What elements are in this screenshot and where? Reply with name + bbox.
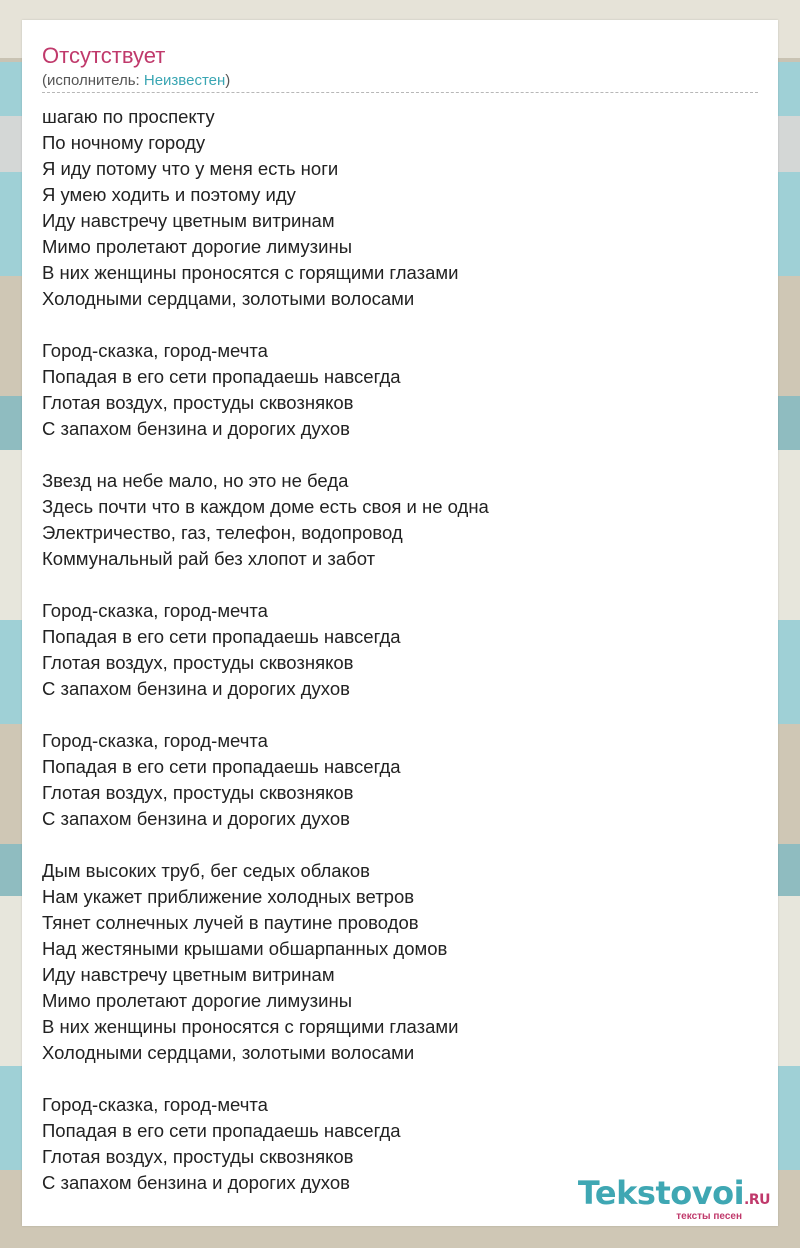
lyric-line: Иду навстречу цветным витринам (42, 964, 335, 985)
logo-name: Tekstovoi (577, 1174, 745, 1212)
stanza (42, 104, 489, 312)
lyric-line: Холодными сердцами, золотыми волосами (42, 288, 415, 309)
lyric-line: Над жестяными крышами обшарпанных домов (42, 938, 448, 959)
lyric-line: Электричество, газ, телефон, водопровод (42, 522, 403, 543)
artist-line (42, 72, 230, 90)
lyric-line: Глотая воздух, простуды сквозняков (42, 782, 354, 803)
lyric-line: С запахом бензина и дорогих духов (42, 678, 350, 699)
lyric-line: Нам укажет приближение холодных ветров (42, 886, 415, 907)
lyric-line: Глотая воздух, простуды сквозняков (42, 1146, 354, 1167)
lyric-line: Здесь почти что в каждом доме есть своя и не одна (42, 496, 489, 517)
lyric-line: шагаю по проспекту (42, 106, 215, 127)
lyric-line: Глотая воздух, простуды сквозняков (42, 392, 354, 413)
lyric-line: Попадая в его сети пропадаешь навсегда (42, 366, 401, 387)
logo-tld: .RU (744, 1192, 770, 1208)
lyric-line: В них женщины проносятся с горящими глазами (42, 1016, 459, 1037)
site-logo[interactable] (578, 1176, 770, 1222)
lyric-line: Дым высоких труб, бег седых облаков (42, 860, 370, 881)
lyrics-text (42, 104, 489, 1222)
song-title: Отсутствует (42, 43, 166, 68)
lyric-line: В них женщины проносятся с горящими глазами (42, 262, 459, 283)
lyric-line: Коммунальный рай без хлопот и забот (42, 548, 376, 569)
lyric-line: Мимо пролетают дорогие лимузины (42, 990, 352, 1011)
stanza (42, 858, 489, 1066)
artist-prefix: (исполнитель: (42, 72, 144, 89)
stanza (42, 338, 489, 442)
dashed-divider (42, 92, 758, 93)
lyric-line: Я умею ходить и поэтому иду (42, 184, 296, 205)
lyric-line: Попадая в его сети пропадаешь навсегда (42, 626, 401, 647)
lyric-line: Город-сказка, город-мечта (42, 1094, 268, 1115)
stanza (42, 468, 489, 572)
stanza (42, 598, 489, 702)
lyric-line: Я иду потому что у меня есть ноги (42, 158, 339, 179)
lyric-line: Город-сказка, город-мечта (42, 340, 268, 361)
lyric-line: Город-сказка, город-мечта (42, 600, 268, 621)
lyric-line: Попадая в его сети пропадаешь навсегда (42, 1120, 401, 1141)
lyric-line: Звезд на небе мало, но это не беда (42, 470, 349, 491)
lyric-line: Город-сказка, город-мечта (42, 730, 268, 751)
lyrics-card (22, 20, 778, 1226)
lyric-line: С запахом бензина и дорогих духов (42, 808, 350, 829)
artist-link[interactable]: Неизвестен (143, 72, 226, 89)
stanza (42, 728, 489, 832)
lyric-line: Иду навстречу цветным витринам (42, 210, 335, 231)
artist-suffix: ) (225, 72, 231, 89)
stanza (42, 1092, 489, 1196)
lyric-line: По ночному городу (42, 132, 206, 153)
logo-tagline: тексты песен (676, 1211, 742, 1222)
lyric-line: Тянет солнечных лучей в паутине проводов (42, 912, 419, 933)
lyric-line: Холодными сердцами, золотыми волосами (42, 1042, 415, 1063)
lyric-line: Глотая воздух, простуды сквозняков (42, 652, 354, 673)
lyric-line: Мимо пролетают дорогие лимузины (42, 236, 352, 257)
lyric-line: С запахом бензина и дорогих духов (42, 418, 350, 439)
lyric-line: С запахом бензина и дорогих духов (42, 1172, 350, 1193)
lyric-line: Попадая в его сети пропадаешь навсегда (42, 756, 401, 777)
